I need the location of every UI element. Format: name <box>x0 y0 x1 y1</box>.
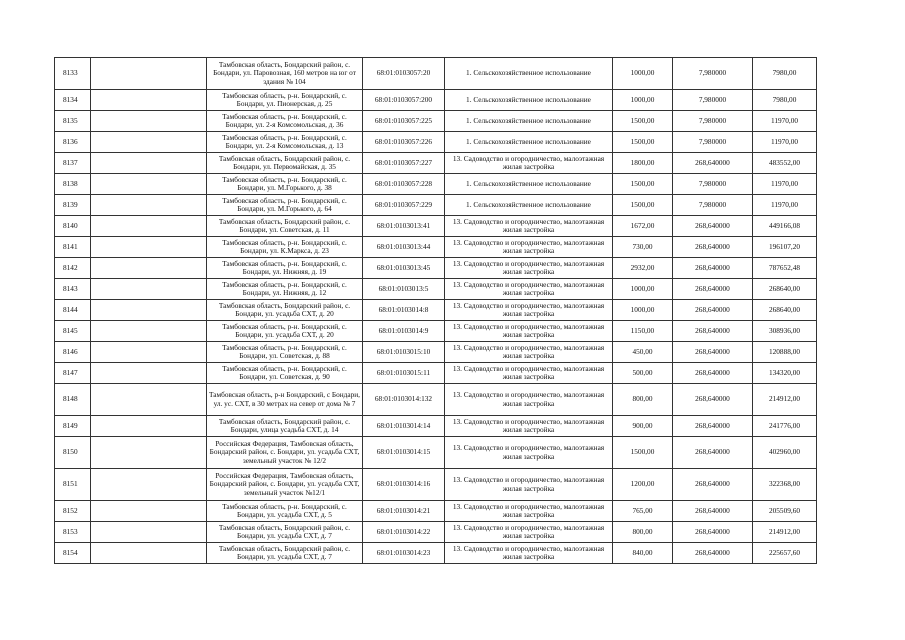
area-cell: 1500,00 <box>613 437 673 469</box>
area-cell: 1000,00 <box>613 90 673 111</box>
address-cell: Тамбовская область, р-н. Бондарский, с. Бондари, ул. 2-я Комсомольская, д. 13 <box>207 132 363 153</box>
blank-cell <box>91 195 207 216</box>
table-row <box>55 58 817 90</box>
table-row <box>55 300 817 321</box>
land-use-cell: 13. Садоводство и огородничество, малоэтажная жилая застройка <box>445 469 613 501</box>
cadastral-value-cell: 787652,48 <box>753 258 817 279</box>
cadastral-number-cell: 68:01:0103014:14 <box>363 416 445 437</box>
cadastral-value-cell: 7980,00 <box>753 90 817 111</box>
rate-cell: 268,640000 <box>673 279 753 300</box>
address-cell: Тамбовская область, р-н. Бондарский, с. Бондари, ул. усадьба СХТ, д. 5 <box>207 501 363 522</box>
area-cell: 1500,00 <box>613 195 673 216</box>
address-cell: Тамбовская область, р-н. Бондарский, с. Бондари, ул. Пионерская, д. 25 <box>207 90 363 111</box>
cadastral-value-cell: 402960,00 <box>753 437 817 469</box>
cadastral-value-cell: 7980,00 <box>753 58 817 90</box>
blank-cell <box>91 153 207 174</box>
row-number: 8147 <box>55 363 91 384</box>
cadastral-value-cell: 214912,00 <box>753 522 817 543</box>
rate-cell: 7,980000 <box>673 132 753 153</box>
row-number: 8138 <box>55 174 91 195</box>
blank-cell <box>91 321 207 342</box>
address-cell: Тамбовская область, р-н. Бондарский, с. Бондари, ул. Советская, д. 88 <box>207 342 363 363</box>
rate-cell: 268,640000 <box>673 437 753 469</box>
land-use-cell: 13. Садоводство и огородничество, малоэтажная жилая застройка <box>445 258 613 279</box>
table-row <box>55 522 817 543</box>
address-cell: Тамбовская область, р-н. Бондарский, с. Бондари, ул. К.Маркса, д. 23 <box>207 237 363 258</box>
cadastral-value-cell: 134320,00 <box>753 363 817 384</box>
rate-cell: 268,640000 <box>673 384 753 416</box>
cadastral-number-cell: 68:01:0103014:22 <box>363 522 445 543</box>
cadastral-number-cell: 68:01:0103014:21 <box>363 501 445 522</box>
row-number: 8151 <box>55 469 91 501</box>
cadastral-value-cell: 205509,60 <box>753 501 817 522</box>
address-cell: Тамбовская область, р-н Бондарский, с Бондари, ул. ус. СХТ, в 30 метрах на север от дома № 7 <box>207 384 363 416</box>
rate-cell: 268,640000 <box>673 543 753 564</box>
land-use-cell: 13. Садоводство и огородничество, малоэтажная жилая застройка <box>445 216 613 237</box>
land-use-cell: 1. Сельскохозяйственное использование <box>445 58 613 90</box>
blank-cell <box>91 174 207 195</box>
table-row <box>55 342 817 363</box>
rate-cell: 268,640000 <box>673 416 753 437</box>
area-cell: 1500,00 <box>613 132 673 153</box>
address-cell: Российская Федерация, Тамбовская область, Бондарский район, с. Бондари, ул. усадьба СХТ, земельный участок № 12/2 <box>207 437 363 469</box>
land-use-cell: 13. Садоводство и огородничество, малоэтажная жилая застройка <box>445 522 613 543</box>
address-cell: Тамбовская область, р-н. Бондарский, с. Бондари, ул. М.Горького, д. 38 <box>207 174 363 195</box>
table-row <box>55 469 817 501</box>
address-cell: Тамбовская область, р-н. Бондарский, с. Бондари, ул. Нижняя, д. 19 <box>207 258 363 279</box>
rate-cell: 7,980000 <box>673 111 753 132</box>
row-number: 8143 <box>55 279 91 300</box>
row-number: 8146 <box>55 342 91 363</box>
row-number: 8142 <box>55 258 91 279</box>
row-number: 8153 <box>55 522 91 543</box>
cadastral-number-cell: 68:01:0103013:44 <box>363 237 445 258</box>
area-cell: 450,00 <box>613 342 673 363</box>
address-cell: Тамбовская область, Бондарский район, с. Бондари, ул. Советская, д. 11 <box>207 216 363 237</box>
row-number: 8136 <box>55 132 91 153</box>
blank-cell <box>91 58 207 90</box>
rate-cell: 268,640000 <box>673 522 753 543</box>
table-row <box>55 437 817 469</box>
rate-cell: 268,640000 <box>673 216 753 237</box>
land-use-cell: 13. Садоводство и огородничество, малоэтажная жилая застройка <box>445 437 613 469</box>
table-row <box>55 237 817 258</box>
blank-cell <box>91 437 207 469</box>
row-number: 8148 <box>55 384 91 416</box>
cadastral-value-cell: 322368,00 <box>753 469 817 501</box>
area-cell: 800,00 <box>613 522 673 543</box>
rate-cell: 268,640000 <box>673 300 753 321</box>
cadastral-number-cell: 68:01:0103014:15 <box>363 437 445 469</box>
area-cell: 800,00 <box>613 384 673 416</box>
cadastral-value-cell: 268640,00 <box>753 279 817 300</box>
land-use-cell: 13. Садоводство и огородничество, малоэтажная жилая застройка <box>445 384 613 416</box>
area-cell: 500,00 <box>613 363 673 384</box>
blank-cell <box>91 501 207 522</box>
blank-cell <box>91 363 207 384</box>
table-row <box>55 321 817 342</box>
area-cell: 2932,00 <box>613 258 673 279</box>
address-cell: Тамбовская область, р-н. Бондарский, с. Бондари, ул. Советская, д. 90 <box>207 363 363 384</box>
cadastral-value-cell: 449166,08 <box>753 216 817 237</box>
blank-cell <box>91 342 207 363</box>
area-cell: 900,00 <box>613 416 673 437</box>
cadastral-value-cell: 214912,00 <box>753 384 817 416</box>
cadastral-number-cell: 68:01:0103014:16 <box>363 469 445 501</box>
row-number: 8150 <box>55 437 91 469</box>
cadastral-value-cell: 11970,00 <box>753 195 817 216</box>
land-use-cell: 1. Сельскохозяйственное использование <box>445 111 613 132</box>
address-cell: Тамбовская область, Бондарский район, с. Бондари, ул. усадьба СХТ, д. 7 <box>207 543 363 564</box>
row-number: 8140 <box>55 216 91 237</box>
table-row <box>55 384 817 416</box>
row-number: 8154 <box>55 543 91 564</box>
land-use-cell: 13. Садоводство и огородничество, малоэтажная жилая застройка <box>445 416 613 437</box>
land-use-cell: 13. Садоводство и огородничество, малоэтажная жилая застройка <box>445 363 613 384</box>
cadastral-value-cell: 268640,00 <box>753 300 817 321</box>
land-use-cell: 1. Сельскохозяйственное использование <box>445 174 613 195</box>
cadastral-number-cell: 68:01:0103013:45 <box>363 258 445 279</box>
cadastral-number-cell: 68:01:0103057:20 <box>363 58 445 90</box>
cadastral-value-cell: 11970,00 <box>753 174 817 195</box>
table-row <box>55 195 817 216</box>
rate-cell: 268,640000 <box>673 237 753 258</box>
cadastral-number-cell: 68:01:0103057:227 <box>363 153 445 174</box>
table-row <box>55 543 817 564</box>
cadastral-number-cell: 68:01:0103015:11 <box>363 363 445 384</box>
cadastral-number-cell: 68:01:0103014:23 <box>363 543 445 564</box>
blank-cell <box>91 237 207 258</box>
blank-cell <box>91 300 207 321</box>
rate-cell: 268,640000 <box>673 258 753 279</box>
area-cell: 1672,00 <box>613 216 673 237</box>
address-cell: Российская Федерация, Тамбовская область, Бондарский район, с. Бондари, ул. усадьба СХТ, земельный участок №12/1 <box>207 469 363 501</box>
blank-cell <box>91 132 207 153</box>
rate-cell: 268,640000 <box>673 501 753 522</box>
row-number: 8139 <box>55 195 91 216</box>
cadastral-number-cell: 68:01:0103013:41 <box>363 216 445 237</box>
rate-cell: 268,640000 <box>673 469 753 501</box>
cadastral-value-cell: 196107,20 <box>753 237 817 258</box>
address-cell: Тамбовская область, Бондарский район, с. Бондари, ул. усадьба СХТ, д. 20 <box>207 300 363 321</box>
rate-cell: 7,980000 <box>673 195 753 216</box>
cadastral-number-cell: 68:01:0103014:132 <box>363 384 445 416</box>
row-number: 8137 <box>55 153 91 174</box>
row-number: 8135 <box>55 111 91 132</box>
table-row <box>55 174 817 195</box>
rate-cell: 268,640000 <box>673 321 753 342</box>
blank-cell <box>91 384 207 416</box>
land-use-cell: 13. Садоводство и огородничество, малоэтажная жилая застройка <box>445 501 613 522</box>
row-number: 8134 <box>55 90 91 111</box>
row-number: 8149 <box>55 416 91 437</box>
rate-cell: 268,640000 <box>673 363 753 384</box>
land-use-cell: 13. Садоводство и огородничество, малоэтажная жилая застройка <box>445 300 613 321</box>
land-use-cell: 13. Садоводство и огородничество, малоэтажная жилая застройка <box>445 237 613 258</box>
area-cell: 1000,00 <box>613 58 673 90</box>
land-use-cell: 13. Садоводство и огородничество, малоэтажная жилая застройка <box>445 279 613 300</box>
cadastral-number-cell: 68:01:0103057:225 <box>363 111 445 132</box>
area-cell: 1800,00 <box>613 153 673 174</box>
cadastral-value-cell: 120888,00 <box>753 342 817 363</box>
land-registry-table <box>54 57 817 564</box>
land-use-cell: 1. Сельскохозяйственное использование <box>445 195 613 216</box>
cadastral-number-cell: 68:01:0103057:228 <box>363 174 445 195</box>
table-row <box>55 501 817 522</box>
cadastral-number-cell: 68:01:0103014:8 <box>363 300 445 321</box>
area-cell: 1500,00 <box>613 111 673 132</box>
address-cell: Тамбовская область, Бондарский район, с. Бондари, ул. Первомайская, д. 35 <box>207 153 363 174</box>
table-row <box>55 258 817 279</box>
area-cell: 1150,00 <box>613 321 673 342</box>
cadastral-number-cell: 68:01:0103013:5 <box>363 279 445 300</box>
area-cell: 1500,00 <box>613 174 673 195</box>
blank-cell <box>91 279 207 300</box>
area-cell: 1000,00 <box>613 279 673 300</box>
address-cell: Тамбовская область, р-н. Бондарский, с. Бондари, ул. М.Горького, д. 64 <box>207 195 363 216</box>
area-cell: 765,00 <box>613 501 673 522</box>
table-row <box>55 132 817 153</box>
address-cell: Тамбовская область, Бондарский район, с. Бондари, ул. Паровозная, 160 метров на юг от здания № 104 <box>207 58 363 90</box>
row-number: 8133 <box>55 58 91 90</box>
table-row <box>55 363 817 384</box>
area-cell: 1000,00 <box>613 300 673 321</box>
address-cell: Тамбовская область, р-н. Бондарский, с. Бондари, ул. усадьба СХТ, д. 20 <box>207 321 363 342</box>
address-cell: Тамбовская область, р-н. Бондарский, с. Бондари, ул. Нижняя, д. 12 <box>207 279 363 300</box>
rate-cell: 7,980000 <box>673 174 753 195</box>
cadastral-number-cell: 68:01:0103015:10 <box>363 342 445 363</box>
cadastral-number-cell: 68:01:0103057:229 <box>363 195 445 216</box>
blank-cell <box>91 522 207 543</box>
row-number: 8144 <box>55 300 91 321</box>
row-number: 8141 <box>55 237 91 258</box>
cadastral-number-cell: 68:01:0103014:9 <box>363 321 445 342</box>
table-row <box>55 416 817 437</box>
land-use-cell: 1. Сельскохозяйственное использование <box>445 90 613 111</box>
blank-cell <box>91 90 207 111</box>
table-row <box>55 279 817 300</box>
address-cell: Тамбовская область, Бондарский район, с. Бондари, улица усадьба СХТ, д. 14 <box>207 416 363 437</box>
cadastral-value-cell: 483552,00 <box>753 153 817 174</box>
table-body <box>55 58 817 564</box>
cadastral-value-cell: 11970,00 <box>753 111 817 132</box>
table-row <box>55 216 817 237</box>
rate-cell: 7,980000 <box>673 90 753 111</box>
table-row <box>55 111 817 132</box>
area-cell: 730,00 <box>613 237 673 258</box>
address-cell: Тамбовская область, р-н. Бондарский, с. Бондари, ул. 2-я Комсомольская, д. 36 <box>207 111 363 132</box>
blank-cell <box>91 469 207 501</box>
rate-cell: 7,980000 <box>673 58 753 90</box>
cadastral-value-cell: 225657,60 <box>753 543 817 564</box>
land-use-cell: 13. Садоводство и огородничество, малоэтажная жилая застройка <box>445 543 613 564</box>
cadastral-value-cell: 11970,00 <box>753 132 817 153</box>
address-cell: Тамбовская область, Бондарский район, с. Бондари, ул. усадьба СХТ, д. 7 <box>207 522 363 543</box>
blank-cell <box>91 258 207 279</box>
rate-cell: 268,640000 <box>673 153 753 174</box>
blank-cell <box>91 111 207 132</box>
table-row <box>55 153 817 174</box>
land-use-cell: 13. Садоводство и огородничество, малоэтажная жилая застройка <box>445 342 613 363</box>
blank-cell <box>91 416 207 437</box>
cadastral-number-cell: 68:01:0103057:226 <box>363 132 445 153</box>
cadastral-value-cell: 308936,00 <box>753 321 817 342</box>
row-number: 8152 <box>55 501 91 522</box>
land-use-cell: 13. Садоводство и огородничество, малоэтажная жилая застройка <box>445 153 613 174</box>
rate-cell: 268,640000 <box>673 342 753 363</box>
area-cell: 1200,00 <box>613 469 673 501</box>
table-row <box>55 90 817 111</box>
land-use-cell: 1. Сельскохозяйственное использование <box>445 132 613 153</box>
land-use-cell: 13. Садоводство и огородничество, малоэтажная жилая застройка <box>445 321 613 342</box>
blank-cell <box>91 543 207 564</box>
row-number: 8145 <box>55 321 91 342</box>
cadastral-number-cell: 68:01:0103057:200 <box>363 90 445 111</box>
blank-cell <box>91 216 207 237</box>
cadastral-value-cell: 241776,00 <box>753 416 817 437</box>
area-cell: 840,00 <box>613 543 673 564</box>
